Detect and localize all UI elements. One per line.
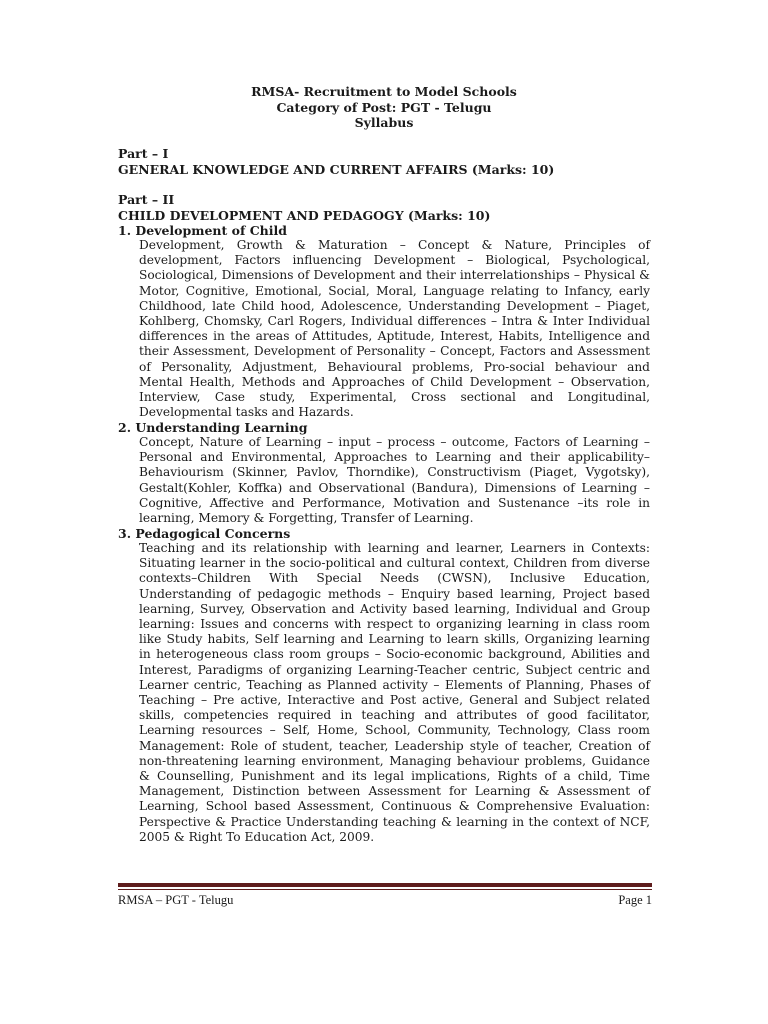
footer-divider [118,883,652,887]
section-3-title: 3. Pedagogical Concerns [118,526,291,541]
footer-page-number: Page 1 [618,893,652,907]
document-header [118,84,650,131]
header-category: Category of Post: PGT - Telugu [276,99,492,115]
header-title: RMSA- Recruitment to Model Schools [251,84,517,99]
section-2-title: 2. Understanding Learning [118,420,308,435]
footer-document-label: RMSA – PGT - Telugu [118,893,234,907]
header-syllabus: Syllabus [354,115,414,130]
part-1-label: Part – I [118,146,169,161]
footer-divider-thin [118,889,652,890]
section-2-body: Concept, Nature of Learning – input – process – outcome, Factors of Learning – Personal and Environmental, Approaches to Learning and their applicability– Behaviourism (Skinner, Pavlov, Thorndike), Constructivism (Piaget, Vygotsky), Gestalt(Kohler, Koffka) and Observational (Bandura), Dimensions of Learning – Cognitive, Affective and Performance, Motivation and Sustenance –its role in learning, Memory & Forgetting, Transfer of Learning. [139,435,650,526]
part-1 [118,146,554,177]
part-2 [118,192,490,223]
section-3-body: Teaching and its relationship with learning and learner, Learners in Contexts: Situating learner in the socio-political and cultural context, Children from diverse contexts–Children With Special Needs (CWSN), Inclusive Education, Understanding of pedagogic methods – Enquiry based learning, Project based learning, Survey, Observation and Activity based learning, Individual and Group learning: Issues and concerns with respect to organizing learning in class room like Study habits, Self learning and Learning to learn skills, Organizing learning in heterogeneous class room groups – Socio-economic background, Abilities and Interest, Paradigms of organizing Learning-Teacher centric, Subject centric and Learner centric, Teaching as Planned activity – Elements of Planning, Phases of Teaching – Pre active, Interactive and Post active, General and Subject related skills, competencies required in teaching and attributes of good facilitator, Learning resources – Self, Home, School, Community, Technology, Class room Management: Role of student, teacher, Leadership style of teacher, Creation of non-threatening learning environment, Managing behaviour problems, Guidance & Counselling, Punishment and its legal implications, Rights of a child, Time Management, Distinction between Assessment for Learning & Assessment of Learning, School based Assessment, Continuous & Comprehensive Evaluation: Perspective & Practice Understanding teaching & learning in the context of NCF, 2005 & Right To Education Act, 2009. [139,541,650,844]
section-1-body: Development, Growth & Maturation – Concept & Nature, Principles of development, Factors influencing Development – Biological, Psychological, Sociological, Dimensions of Development and their interrelationships – Physical & Motor, Cognitive, Emotional, Social, Moral, Language relating to Infancy, early Childhood, late Child hood, Adolescence, Understanding Development – Piaget, Kohlberg, Chomsky, Carl Rogers, Individual differences – Intra & Inter Individual differences in the areas of Attitudes, Aptitude, Interest, Habits, Intelligence and their Assessment, Development of Personality – Concept, Factors and Assessment of Personality, Adjustment, Behavioural problems, Pro-social behaviour and Mental Health, Methods and Approaches of Child Development – Observation, Interview, Case study, Experimental, Cross sectional and Longitudinal, Developmental tasks and Hazards. [139,238,650,420]
part-2-label: Part – II [118,192,175,207]
part-2-title: CHILD DEVELOPMENT AND PEDAGOGY (Marks: 10) [118,207,491,223]
section-1-title: 1. Development of Child [118,223,287,238]
part-1-title: GENERAL KNOWLEDGE AND CURRENT AFFAIRS (Marks: 10) [118,161,555,177]
